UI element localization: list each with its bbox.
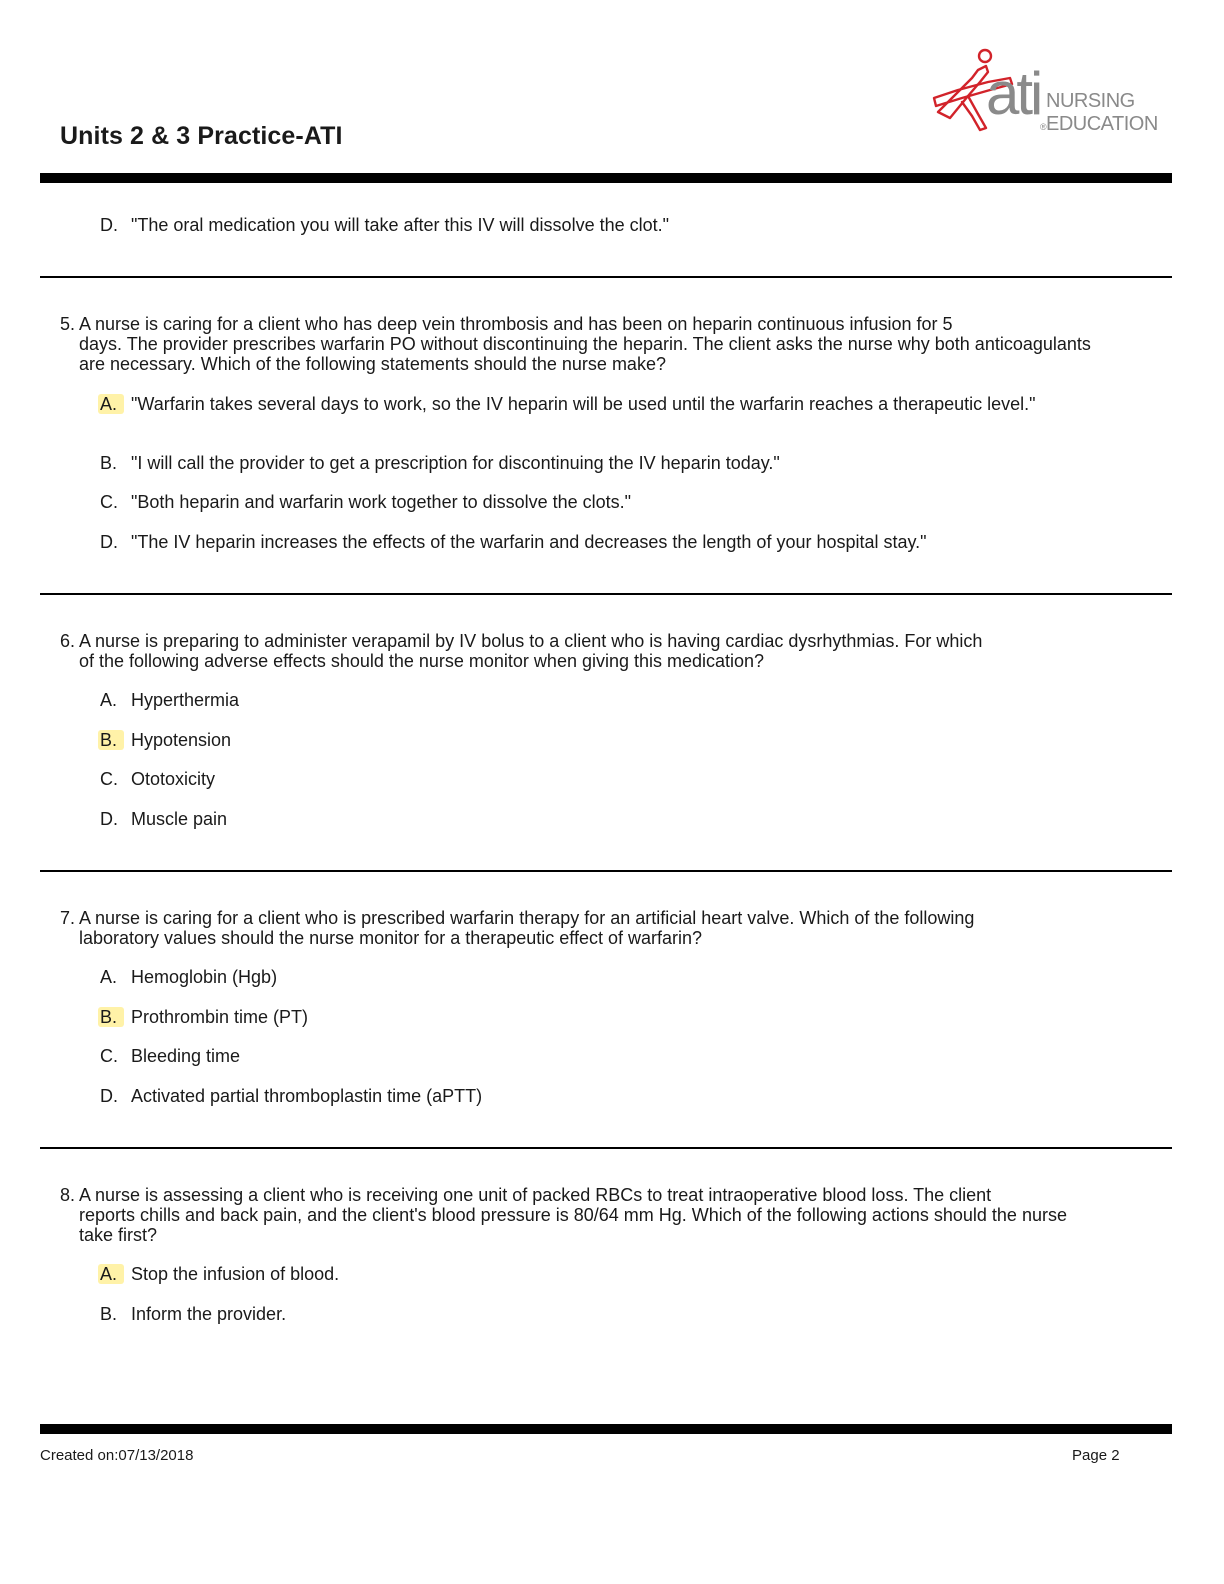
option-text: Inform the provider. <box>131 1304 287 1324</box>
option-letter: D. <box>100 809 118 829</box>
question-8-option-a <box>96 1264 1086 1284</box>
question-5-option-d <box>96 532 1086 552</box>
question-8-stem <box>60 1185 1100 1245</box>
question-stem-line1: A nurse is preparing to administer verapamil by IV bolus to a client who is having cardiac dysrhythmias. For which <box>79 631 983 651</box>
continued-option <box>96 215 1086 235</box>
divider <box>40 276 1172 278</box>
option-letter: D. <box>100 532 118 552</box>
option-letter: A. <box>100 967 118 987</box>
option-letter: A. <box>100 690 118 710</box>
option-text: Hyperthermia <box>131 690 240 710</box>
option-letter: C. <box>100 492 118 512</box>
question-8-option-b <box>96 1304 1086 1324</box>
header-rule <box>40 173 1172 183</box>
question-7-option-b <box>96 1007 1086 1027</box>
divider <box>40 593 1172 595</box>
question-stem-line1: A nurse is caring for a client who is prescribed warfarin therapy for an artificial heart valve. Which of the following <box>79 908 975 928</box>
logo-line-education: EDUCATION <box>1046 113 1158 135</box>
option-letter-correct: B. <box>98 730 124 750</box>
option-letter: C. <box>100 769 118 789</box>
option-text: "I will call the provider to get a prescription for discontinuing the IV heparin today." <box>131 453 780 473</box>
question-7-option-a <box>96 967 1086 987</box>
option-letter: D. <box>100 215 118 235</box>
question-stem-rest: of the following adverse effects should the nurse monitor when giving this medication? <box>79 651 765 671</box>
logo-registered-mark: ® <box>1040 122 1047 132</box>
option-letter: D. <box>100 1086 118 1106</box>
option-letter: B. <box>100 453 118 473</box>
option-text: "Warfarin takes several days to work, so the IV heparin will be used until the warfarin reaches a therapeutic level." <box>131 394 1036 414</box>
option-letter: B. <box>100 1304 118 1324</box>
question-stem-line1: A nurse is assessing a client who is receiving one unit of packed RBCs to treat intraoperative blood loss. The client <box>79 1185 992 1205</box>
question-7-stem <box>60 908 1100 948</box>
question-6-option-a <box>96 690 1086 710</box>
option-letter-correct: A. <box>98 394 124 414</box>
option-text: Stop the infusion of blood. <box>131 1264 340 1284</box>
ati-nursing-education-logo <box>928 44 1158 140</box>
question-5-option-a <box>96 394 1086 414</box>
question-stem-rest: reports chills and back pain, and the client's blood pressure is 80/64 mm Hg. Which of the following actions should the nurse take first? <box>79 1205 1067 1245</box>
page-number: Page 2 <box>1072 1447 1120 1464</box>
divider <box>40 870 1172 872</box>
option-text: Bleeding time <box>131 1046 241 1066</box>
option-letter-correct: A. <box>98 1264 124 1284</box>
question-7-option-c <box>96 1046 1086 1066</box>
logo-line-nursing: NURSING <box>1046 90 1135 112</box>
option-letter-correct: B. <box>98 1007 124 1027</box>
question-5-option-b <box>96 453 1086 473</box>
option-text: Prothrombin time (PT) <box>131 1007 309 1027</box>
option-text: Hemoglobin (Hgb) <box>131 967 278 987</box>
question-number: 8. <box>60 1185 76 1205</box>
question-number: 7. <box>60 908 76 928</box>
question-stem-line1: A nurse is caring for a client who has deep vein thrombosis and has been on heparin continuous infusion for 5 <box>79 314 953 334</box>
option-text: "Both heparin and warfarin work together to dissolve the clots." <box>131 492 632 512</box>
question-6-stem <box>60 631 1100 671</box>
question-stem-rest: laboratory values should the nurse monitor for a therapeutic effect of warfarin? <box>79 928 703 948</box>
option-text: "The IV heparin increases the effects of the warfarin and decreases the length of your hospital stay." <box>131 532 927 552</box>
option-text: Muscle pain <box>131 809 228 829</box>
created-date: Created on:07/13/2018 <box>40 1447 194 1464</box>
option-text: Ototoxicity <box>131 769 216 789</box>
option-text: Hypotension <box>131 730 232 750</box>
question-number: 6. <box>60 631 76 651</box>
page-title: Units 2 & 3 Practice-ATI <box>60 122 343 150</box>
divider <box>40 1147 1172 1149</box>
option-letter: C. <box>100 1046 118 1066</box>
option-text: Activated partial thromboplastin time (aPTT) <box>131 1086 483 1106</box>
question-6-option-d <box>96 809 1086 829</box>
question-5-stem <box>60 314 1100 374</box>
logo-wordmark: ati <box>986 60 1041 127</box>
option-text: "The oral medication you will take after this IV will dissolve the clot." <box>131 215 670 235</box>
question-6-option-c <box>96 769 1086 789</box>
question-6-option-b <box>96 730 1086 750</box>
question-5-option-c <box>96 492 1086 512</box>
question-7-option-d <box>96 1086 1086 1106</box>
footer-rule <box>40 1424 1172 1434</box>
question-number: 5. <box>60 314 76 334</box>
question-stem-rest: days. The provider prescribes warfarin PO without discontinuing the heparin. The client asks the nurse why both anticoagulants are necessary. Which of the following statements should the nurse make? <box>79 334 1091 374</box>
